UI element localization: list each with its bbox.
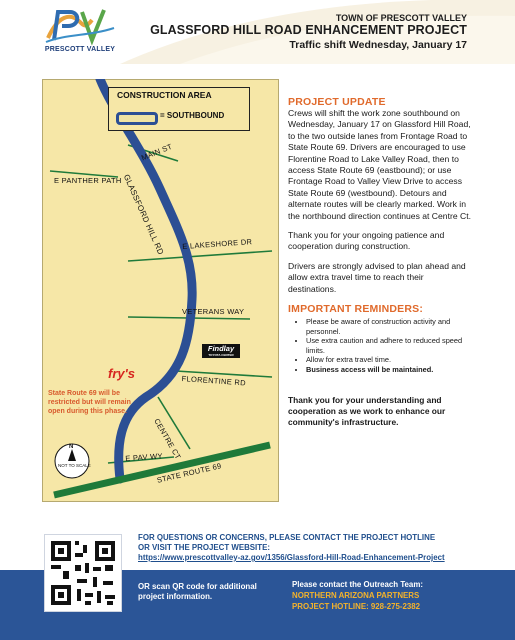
legend-southbound-swatch — [116, 112, 158, 125]
thanks-paragraph: Thank you for your ongoing patience and cooperation during construction. — [288, 230, 445, 252]
street-e-pav-wy: E PAV WY — [125, 451, 164, 463]
logo-text: PRESCOTT VALLEY — [44, 46, 116, 53]
project-subtitle: Traffic shift Wednesday, January 17 — [289, 39, 467, 51]
findlay-logo-sub: TOYOTA CENTER — [208, 353, 234, 357]
compass-north-label: N — [69, 444, 74, 450]
sr69-restriction-note: State Route 69 will be restricted but will remain open during this phase. — [48, 390, 131, 415]
findlay-logo — [202, 344, 240, 358]
project-website-link[interactable]: https://www.prescottvalley-az.gov/1356/Glassford-Hill-Road-Enhancement-Project — [138, 553, 445, 562]
legend-label: = SOUTHBOUND — [160, 111, 225, 120]
outreach-org: NORTHERN ARIZONA PARTNERS — [292, 591, 420, 600]
outreach-hotline: PROJECT HOTLINE: 928-275-2382 — [292, 602, 421, 611]
reminder-item: • Allow for extra travel time. — [306, 355, 472, 365]
org-title: TOWN OF PRESCOTT VALLEY — [335, 13, 467, 23]
advice-paragraph: Drivers are strongly advised to plan ahead and allow extra travel time to reach their destinations. — [288, 260, 466, 294]
map-roads — [42, 79, 279, 502]
street-e-lakeshore-dr: E LAKESHORE DR — [182, 237, 253, 251]
findlay-logo-text: Findlay — [207, 344, 235, 353]
glassford-hill-rd-road — [100, 79, 192, 479]
legend-title: CONSTRUCTION AREA — [117, 90, 212, 100]
street-state-route-69: STATE ROUTE 69 — [156, 461, 223, 485]
compass-scale-label: NOT TO SCALE — [58, 463, 91, 468]
right-column — [288, 96, 472, 428]
project-title: GLASSFORD HILL ROAD ENHANCEMENT PROJECT — [150, 23, 467, 37]
street-veterans-way: VETERANS WAY — [182, 307, 245, 316]
street-main-st: MAIN ST — [140, 141, 174, 163]
e-lakeshore-dr-line — [128, 251, 272, 261]
closing-paragraph: Thank you for your understanding and cooperation as we work to enhance our community's infrastructure. — [288, 394, 446, 427]
outreach-label: Please contact the Outreach Team: — [292, 580, 423, 589]
street-glassford-hill-rd: GLASSFORD HILL RD — [121, 173, 166, 257]
reminder-item: • Use extra caution and adhere to reduced speed limits. — [306, 336, 472, 355]
frys-logo: fry's — [108, 366, 135, 381]
reminders-list — [288, 317, 472, 375]
project-update-heading: PROJECT UPDATE — [288, 96, 386, 108]
qr-scan-text: OR scan QR code for additional project information. — [138, 582, 257, 601]
qr-code-icon — [45, 535, 121, 611]
project-update-paragraph: Crews will shift the work zone southbound on Wednesday, January 17 on Glassford Hill Road, to the two outside lanes from Frontage Road to State Route 69. Drivers are encouraged to use Florentine Road to Lake Valley Road, then to access State Route 69 (eastbound); or use Frontage Road to Valley View Drive to access State Route 69 (westbound). Detours and alternate routes will be clearly marked. Work in the northbound direction continues at Centre Ct. — [288, 108, 471, 221]
street-centre-ct: CENTRE CT — [152, 417, 183, 462]
contact-heading-line1: FOR QUESTIONS OR CONCERNS, PLEASE CONTACT THE PROJECT HOTLINE — [138, 533, 436, 542]
reminder-item: • Please be aware of construction activity and personnel. — [306, 317, 472, 336]
reminders-heading: IMPORTANT REMINDERS: — [288, 303, 424, 316]
street-florentine-rd: FLORENTINE RD — [181, 374, 247, 388]
contact-heading-line2: OR VISIT THE PROJECT WEBSITE: — [138, 543, 270, 552]
reminder-item-business-access: • Business access will be maintained. — [306, 365, 472, 375]
street-e-panther-path: E PANTHER PATH — [54, 176, 122, 185]
qr-code[interactable] — [44, 534, 122, 612]
